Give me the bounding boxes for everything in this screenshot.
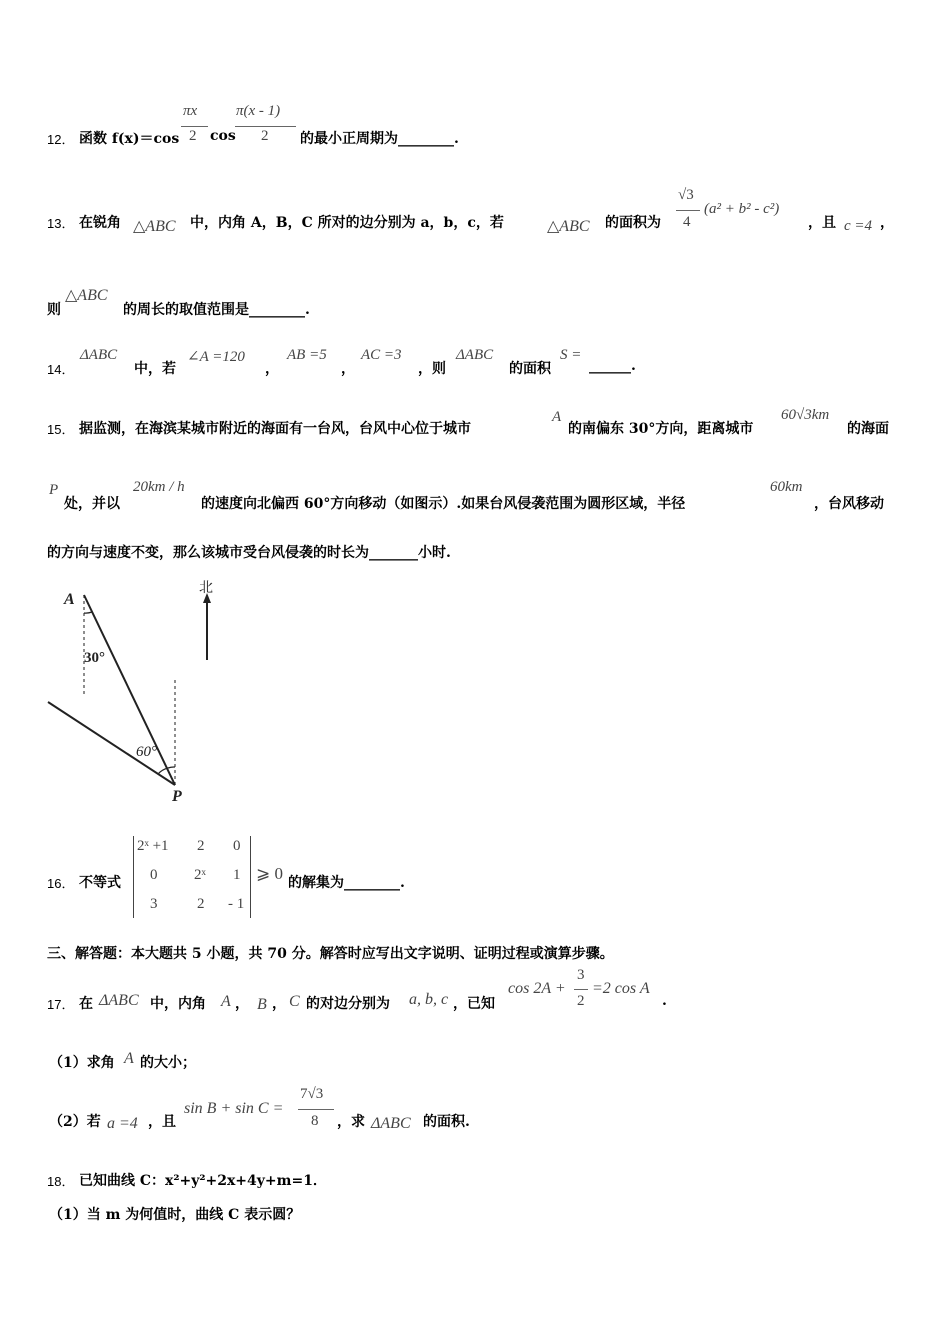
- det-left-bar: [133, 836, 134, 918]
- q15-t4: 处，并以: [64, 496, 120, 512]
- q18-text: 已知曲线 C：x²+y²+2x+4y+m=1．: [79, 1173, 327, 1189]
- q14-number: 14．: [47, 362, 75, 377]
- label-a: A: [64, 591, 75, 608]
- q13-frac-den: 4: [683, 214, 691, 230]
- q14-tri2: ΔABC: [456, 347, 494, 363]
- q12-frac2-den: 2: [261, 128, 269, 144]
- q14-t2: ，则: [418, 361, 446, 377]
- det-r1c2: 2: [197, 838, 205, 854]
- q16-suffix: 的解集为________.: [288, 875, 405, 891]
- q17-p1-A: A: [124, 1050, 134, 1067]
- det-r2c1: 0: [150, 867, 158, 883]
- q13-tri1: △ABC: [133, 218, 176, 235]
- q17-eq-left: cos 2A +: [508, 980, 566, 997]
- arc-30: [84, 612, 92, 613]
- q13-cond: c =4: [844, 218, 873, 234]
- q15-t2: 的南偏东 30°方向，距离城市: [568, 421, 754, 437]
- q14-ac: AC =3: [361, 347, 402, 363]
- q13-frac-line: [676, 210, 700, 211]
- q12-frac2-num: π(x - 1): [236, 103, 281, 119]
- q12-suffix: 的最小正周期为________.: [300, 131, 459, 147]
- q17-B: B: [257, 996, 267, 1013]
- q15-speed: 20km / h: [133, 479, 185, 495]
- q15-line3: 的方向与速度不变，那么该城市受台风侵袭的时长为_______小时.: [47, 545, 451, 561]
- label-p: P: [172, 788, 182, 805]
- q17-p2: （2）若: [49, 1114, 101, 1130]
- q17-c1: ，: [235, 996, 249, 1012]
- q12-frac1-num: πx: [183, 103, 198, 119]
- det-r3c3: - 1: [228, 896, 245, 912]
- label-30: 30°: [84, 650, 105, 666]
- q13-line2-prefix: 则: [47, 302, 61, 318]
- label-60: 60°: [136, 744, 157, 760]
- arc-60-b: [168, 767, 175, 768]
- q17-eq-num: 3: [577, 967, 585, 983]
- q13-frac-num: √3: [678, 187, 694, 203]
- q16-prefix: 不等式: [79, 875, 121, 891]
- q17-p2-eq: sin B + sin C =: [184, 1100, 284, 1117]
- q15-t5: 的速度向北偏西 60°方向移动（如图示）.如果台风侵袭范围为圆形区域，半径: [201, 496, 686, 512]
- q12-number: 12．: [47, 132, 75, 147]
- det-r3c1: 3: [150, 896, 158, 912]
- q17-p2-den: 8: [311, 1113, 319, 1129]
- q16-ge: ⩾ 0: [256, 864, 283, 883]
- q13-tri3: △ABC: [65, 287, 108, 304]
- q17-p2-t: ，且: [148, 1114, 176, 1130]
- q13-text4: ，且: [808, 215, 836, 231]
- det-r2c3: 1: [233, 867, 241, 883]
- q13-text2: 中，内角 A，B，C 所对的边分别为 a，b，c，若: [190, 215, 504, 231]
- q13-comma: ，: [880, 215, 894, 231]
- q17-p2-a: a =4: [107, 1115, 138, 1132]
- q15-p: P: [49, 482, 59, 498]
- q17-t3: 的对边分别为: [306, 996, 390, 1012]
- q17-eq-den: 2: [577, 993, 585, 1009]
- q14-s: S =: [560, 347, 582, 363]
- q17-p2-num: 7√3: [300, 1086, 324, 1102]
- section-3-heading: 三、解答题：本大题共 5 小题，共 70 分。解答时应写出文字说明、证明过程或演算步骤。: [47, 946, 614, 962]
- q13-text3: 的面积为: [605, 215, 661, 231]
- det-r3c2: 2: [197, 896, 205, 912]
- q17-c2: ，: [272, 996, 286, 1012]
- typhoon-diagram: [40, 575, 230, 810]
- q12-cos2: cos: [210, 128, 236, 144]
- q17-eq-right: =2 cos A: [592, 980, 650, 997]
- q15-t6: ，台风移动: [814, 496, 884, 512]
- q17-abc: a, b, c: [409, 991, 449, 1008]
- det-r2c2: 2ˣ: [194, 867, 206, 883]
- q14-c2: ，: [341, 361, 355, 377]
- q17-p2-t2: ，求: [337, 1114, 365, 1130]
- q14-tri: ΔABC: [80, 347, 118, 363]
- q17-eq-line: [574, 989, 588, 990]
- q13-expr: (a² + b² - c²): [704, 201, 780, 217]
- label-north: 北: [199, 580, 213, 596]
- q14-angle: ∠A =120: [187, 349, 245, 365]
- q15-number: 15．: [47, 422, 75, 437]
- q17-A: A: [221, 993, 231, 1010]
- q17-dot: .: [662, 993, 667, 1009]
- q14-ab: AB =5: [287, 347, 327, 363]
- q15-a: A: [552, 409, 562, 425]
- q17-tri: ΔABC: [99, 992, 139, 1009]
- q18-number: 18．: [47, 1174, 75, 1189]
- q17-p2-tri: ΔABC: [371, 1115, 411, 1132]
- det-r1c1: 2ˣ +1: [137, 838, 169, 854]
- q15-radius: 60km: [770, 479, 803, 495]
- det-right-bar: [250, 836, 251, 918]
- q17-number: 17．: [47, 997, 75, 1012]
- q13-tri2: △ABC: [547, 218, 590, 235]
- det-r1c3: 0: [233, 838, 241, 854]
- q17-p1-end: 的大小；: [140, 1055, 196, 1071]
- q15-t1: 据监测，在海滨某城市附近的海面有一台风，台风中心位于城市: [79, 421, 471, 437]
- q13-text1: 在锐角: [79, 215, 121, 231]
- q17-t2: 中，内角: [150, 996, 206, 1012]
- q17-p2-line: [298, 1109, 334, 1110]
- q12-frac2-line: [235, 126, 296, 127]
- q18-p1: （1）当 m 为何值时，曲线 C 表示圆？: [49, 1207, 301, 1223]
- q14-blank: ______.: [589, 358, 636, 374]
- q17-t4: ，已知: [453, 996, 495, 1012]
- q15-t3: 的海面: [847, 421, 889, 437]
- q17-p1: （1）求角: [49, 1055, 115, 1071]
- q12-prefix: 函数 f(x)＝cos: [79, 131, 180, 147]
- q16-number: 16．: [47, 876, 75, 891]
- q14-c1: ，: [265, 361, 279, 377]
- line-ap: [84, 595, 175, 785]
- q15-dist: 60√3km: [781, 407, 830, 423]
- q17-C: C: [289, 993, 300, 1010]
- q12-frac1-den: 2: [189, 128, 197, 144]
- arc-60-a: [158, 768, 168, 774]
- q14-t3: 的面积: [509, 361, 551, 377]
- q13-number: 13．: [47, 216, 75, 231]
- q14-t1: 中，若: [134, 361, 176, 377]
- q13-line2-suffix: 的周长的取值范围是________.: [123, 302, 310, 318]
- q12-frac1-line: [181, 126, 208, 127]
- q17-p2-end: 的面积.: [423, 1114, 470, 1130]
- q17-t1: 在: [79, 996, 93, 1012]
